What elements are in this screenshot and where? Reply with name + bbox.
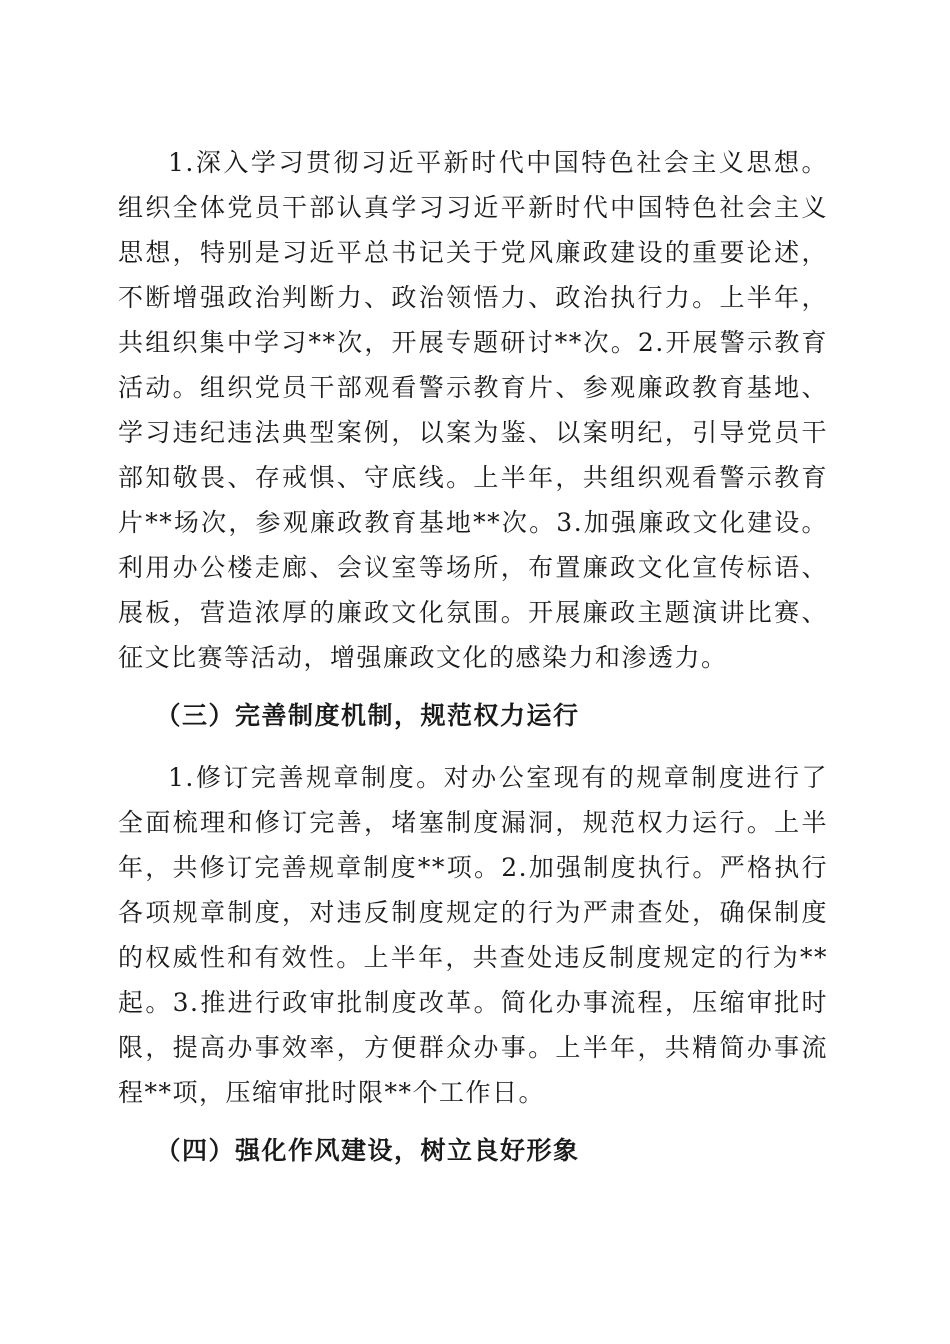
paragraph-study-education: 1.深入学习贯彻习近平新时代中国特色社会主义思想。组织全体党员干部认真学习习近平新时代中国特色社会主义思想，特别是习近平总书记关于党风廉政建设的重要论述，不断增强政治判断力、政治领悟力、政治执行力。上半年，共组织集中学习**次，开展专题研讨**次。2.开展警示教育活动。组织党员干部观看警示教育片、参观廉政教育基地、学习违纪违法典型案例，以案为鉴、以案明纪，引导党员干部知敬畏、存戒惧、守底线。上半年，共组织观看警示教育片**场次，参观廉政教育基地**次。3.加强廉政文化建设。利用办公楼走廊、会议室等场所，布置廉政文化宣传标语、展板，营造浓厚的廉政文化氛围。开展廉政主题演讲比赛、征文比赛等活动，增强廉政文化的感染力和渗透力。 [118, 148, 828, 672]
section-heading-3: （三）完善制度机制，规范权力运行 [155, 701, 580, 730]
document-body [118, 140, 828, 1190]
paragraph-institutional-mechanism: 1.修订完善规章制度。对办公室现有的规章制度进行了全面梳理和修订完善，堵塞制度漏洞，规范权力运行。上半年，共修订完善规章制度**项。2.加强制度执行。严格执行各项规章制度，对违反制度规定的行为严肃查处，确保制度的权威性和有效性。上半年，共查处违反制度规定的行为**起。3.推进行政审批制度改革。简化办事流程，压缩审批时限，提高办事效率，方便群众办事。上半年，共精简办事流程**项，压缩审批时限**个工作日。 [118, 763, 828, 1107]
section-heading-4: （四）强化作风建设，树立良好形象 [155, 1136, 580, 1165]
